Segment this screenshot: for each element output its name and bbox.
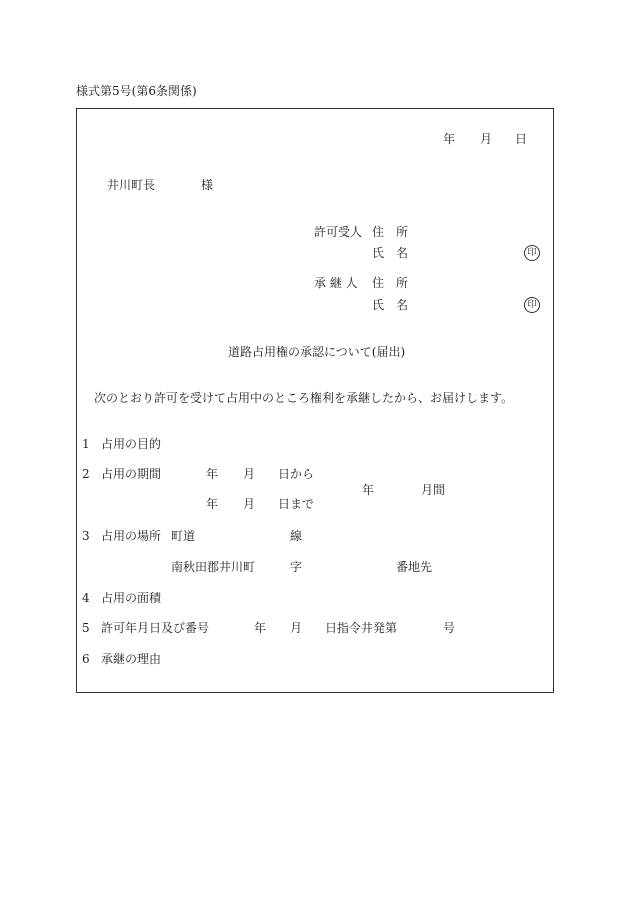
item-5-number: 5 [82,621,90,635]
date-day: 日 [515,132,528,146]
successor-seal-icon: 印 [524,297,540,313]
date-month: 月 [480,132,493,146]
item-2-number: 2 [82,467,90,481]
period-from-month: 月 [243,467,256,481]
subject-heading: 道路占用権の承認について(届出) [228,345,406,359]
place-banchi: 番地先 [396,560,433,574]
permit-holder-role: 許可受人 [314,225,363,239]
permit-holder-address-label: 住 所 [372,225,409,239]
period-from-year: 年 [206,467,219,481]
item-1-label: 占用の目的 [101,437,162,451]
period-from-day: 日から [278,467,315,481]
period-duration-year: 年 [362,483,375,497]
intro-text: 次のとおり許可を受けて占用中のところ権利を承継したから、お届けします。 [94,391,514,405]
item-6-number: 6 [82,652,90,666]
permit-year: 年 [254,621,267,635]
successor-name-label: 氏 名 [372,298,409,312]
item-1-number: 1 [82,437,90,451]
permit-holder-name-label: 氏 名 [372,246,409,260]
item-3-label: 占用の場所 [101,529,162,543]
period-to-month: 月 [243,497,256,511]
item-6-label: 承継の理由 [101,652,162,666]
form-title: 様式第5号(第6条関係) [76,84,197,98]
addressee-name: 井川町長 [107,178,156,192]
item-4-number: 4 [82,591,90,605]
item-5-label: 許可年月日及び番号 [101,621,210,635]
place-town: 南秋田郡井川町 [171,560,256,574]
place-line: 線 [290,529,303,543]
period-duration-month: 月間 [421,483,446,497]
item-4-label: 占用の面積 [101,591,162,605]
date-year: 年 [443,132,456,146]
permit-day-ref: 日指令井発第 [325,621,398,635]
place-road: 町道 [171,529,196,543]
successor-address-label: 住 所 [372,276,409,290]
item-3-number: 3 [82,529,90,543]
permit-month: 月 [290,621,303,635]
item-2-label: 占用の期間 [101,467,162,481]
permit-number-suffix: 号 [443,621,456,635]
permit-holder-seal-icon: 印 [524,245,540,261]
place-aza: 字 [290,560,303,574]
addressee-honorific: 様 [201,178,214,192]
period-to-day: 日まで [278,497,315,511]
successor-role: 承 継 人 [314,276,358,290]
period-to-year: 年 [206,497,219,511]
